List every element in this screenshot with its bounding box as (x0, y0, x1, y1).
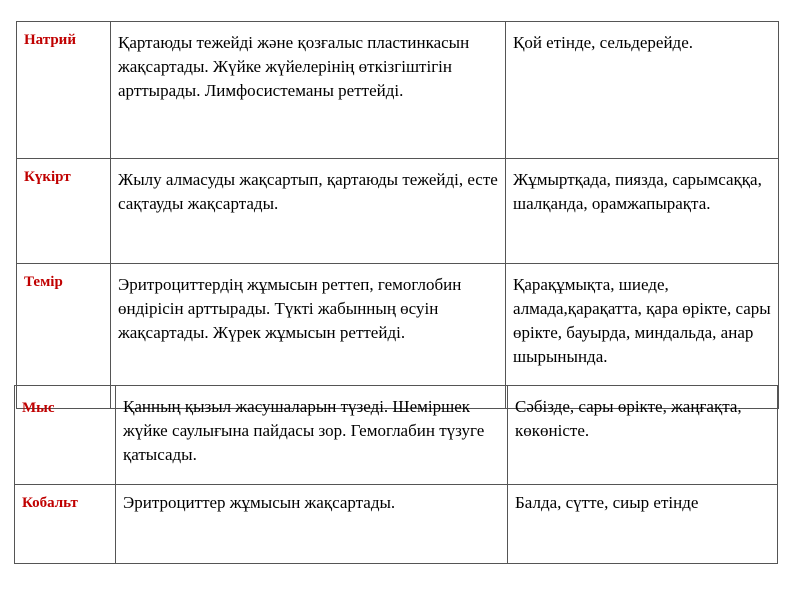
table-row (15, 386, 778, 485)
effect-cell: Қартаюды тежейді және қозғалыс пластинкасын жақсартады. Жүйке жүйелерінің өткізгіштігін арттырады. Лимфосистеманы реттейді. (111, 22, 506, 159)
sources-cell: Қарақұмықта, шиеде, алмада,қарақатта, қара өрікте, сары өрікте, бауырда, миндальда, анар шырынында. (506, 264, 779, 409)
effect-cell: Қанның қызыл жасушаларын түзеді. Шеміршек жүйке саулығына пайдасы зор. Гемоглабин түзуге қатысады. (116, 386, 508, 485)
sources-cell: Жұмыртқада, пиязда, сарымсаққа, шалқанда, орамжапырақта. (506, 159, 779, 264)
sources-cell: Қой етінде, сельдерейде. (506, 22, 779, 159)
table-row (15, 485, 778, 564)
minerals-table-top (16, 21, 779, 409)
element-name-cell: Кобальт (15, 485, 116, 564)
element-name-cell: Мыс (15, 386, 116, 485)
table-row (17, 22, 779, 159)
minerals-table-bottom (14, 385, 778, 564)
sources-cell: Балда, сүтте, сиыр етінде (508, 485, 778, 564)
effect-cell: Эритроциттердің жұмысын реттеп, гемоглобин өндірісін арттырады. Түкті жабынның өсуін жақсартады. Жүрек жұмысын реттейді. (111, 264, 506, 409)
effect-cell: Жылу алмасуды жақсартып, қартаюды тежейді, есте сақтауды жақсартады. (111, 159, 506, 264)
element-name-cell: Күкірт (17, 159, 111, 264)
effect-cell: Эритроциттер жұмысын жақсартады. (116, 485, 508, 564)
element-name-cell: Натрий (17, 22, 111, 159)
element-name-cell: Темір (17, 264, 111, 409)
sources-cell: Сәбізде, сары өрікте, жаңғақта, көкөністе. (508, 386, 778, 485)
table-row (17, 159, 779, 264)
